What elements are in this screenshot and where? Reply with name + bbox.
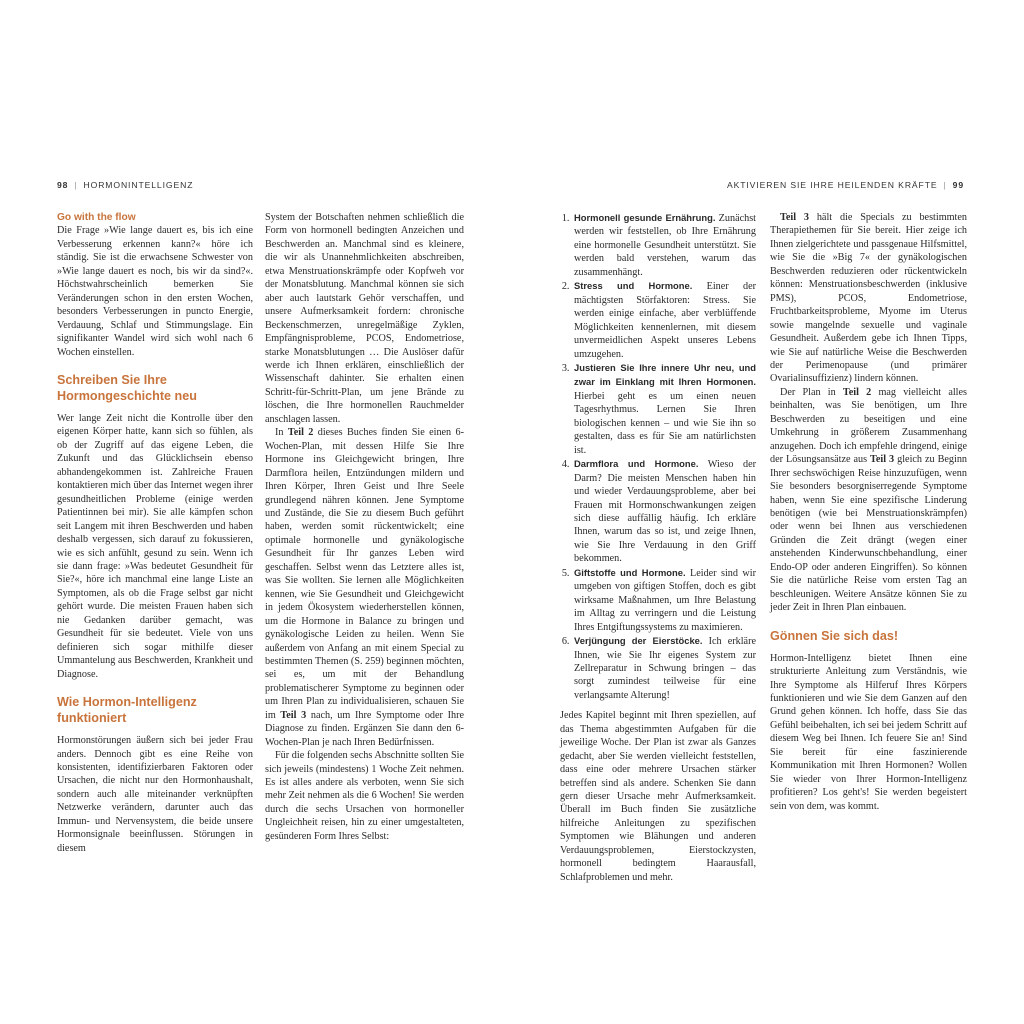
right-running-title: AKTIVIEREN SIE IHRE HEILENDEN KRÄFTE — [726, 180, 938, 190]
bold-reference: Teil 2 — [287, 427, 314, 439]
right-page-number: 99 — [952, 180, 964, 190]
list-item-text: Zunächst werden wir feststellen, ob Ihre Ernährung eine hormonelle Gesundheit unterstützt. Sie werden bald verstehen, warum das zusammenhängt. — [574, 213, 757, 278]
six-steps-list — [560, 211, 756, 702]
text-run: dieses Buches finden Sie einen 6-Wochen-Plan, mit dessen Hilfe Sie Ihre Hormone ins Gleichgewicht bringen, Ihre Darmflora heilen, Entzündungen mildern und Ihren Körper, Ihren Geist und Ihre Seele grundlegend nähren können. Jene Symptome und Zustände, die Sie zu diesem Buch geführt haben, werden somit rückentwickelt; eine optimale hormonelle und gynäkologische Gesundheit für Ihr ganzes Leben wird geschaffen. Selbst wenn das Letztere alles ist, was Sie wollten. Sie lernen alle Möglichkeiten kennen, wie Sie Gesundheit und Gleichgewicht in jedem Ökosystem wiederherstellen können, um die Hormone in Balance zu bringen und gynäkologische Leiden zu heilen. Wenn Sie außerdem von Anfang an mit einem Special zu bestimmten Themen (S. 259) beginnen möchten, sei es, um mit der Behandlung problematischerer Symptome zu beginnen oder um Ihren Plan zu individualisieren, schauen Sie im — [265, 427, 464, 721]
section-heading-hormon-intelligenz: Wie Hormon-Intelligenz funktioniert — [57, 695, 197, 726]
list-item-title: Giftstoffe und Hormone. — [574, 566, 686, 578]
list-item-text: Ich erkläre Ihnen, wie Sie Ihr eigenes System zur Zellreparatur in Schwung bringen – das sorgt zumindest teilweise für eine verlangsamte Alterung! — [574, 636, 756, 701]
list-item-text: Einer der mächtigsten Störfaktoren: Stress. Sie werden einige einfache, aber verblüffende Möglichkeiten kennenlernen, mit diesem unvermeidlichen Aspekt unseres Lebens umzugehen. — [574, 281, 756, 360]
list-item — [572, 634, 756, 702]
left-page-header — [57, 180, 193, 190]
column-1 — [57, 211, 253, 855]
header-separator-right: | — [943, 180, 947, 190]
left-page-number: 98 — [57, 180, 69, 190]
list-item-title: Justieren Sie Ihre innere Uhr neu, und zwar im Einklang mit Ihren Hormonen. — [574, 361, 756, 388]
paragraph — [265, 426, 464, 749]
subheading-go-with-the-flow: Go with the flow — [57, 212, 136, 223]
paragraph: Jedes Kapitel beginnt mit Ihren speziellen, auf das Thema abgestimmten Aufgaben für die jeweilige Woche. Der Plan ist zwar als Ganzes gedacht, aber Sie werden vielleicht feststellen, dass eine oder mehrere Ursachen stärker betreffen sind als andere. Schenken Sie dann gern dieser Ursache mehr Aufmerksamkeit. Überall im Buch finden Sie zusätzliche hilfreiche Anleitungen zu spezifischen Symptomen wie Blähungen und anderen Verdauungsproblemen, Eierstockzysten, hormonell bedingtem Haarausfall, Schlafproblemen und mehr. — [560, 710, 756, 883]
paragraph — [770, 386, 967, 615]
list-item-title: Hormonell gesunde Ernährung. — [574, 212, 716, 223]
list-item-title: Darmflora und Hormone. — [574, 458, 699, 470]
paragraph: Hormon-Intelligenz bietet Ihnen eine strukturierte Anleitung zum Verständnis, wie Ihre Symptome als Hilferuf Ihres Körpers funktionieren und wie Sie dem Ganzen auf den Grund gehen können. Ich hoffe, dass Sie das Gefühl beibehalten, ich sei bei jedem Schritt auf diesem Weg bei Ihnen. Ich feuere Sie an! Sind Sie bereit für eine faszinierende Kommunikation mit Ihren Hormonen? Wollen Sie wieder von Ihrer Hormon-Intelligenz profitieren? Los geht's! Sie werden begeistert sein von dem, was kommt. — [770, 652, 967, 812]
header-separator-left: | — [74, 180, 78, 190]
section-heading-hormongeschichte: Schreiben Sie Ihre Hormongeschichte neu — [57, 372, 197, 403]
list-item-title: Stress und Hormone. — [574, 280, 693, 292]
text-run: In — [275, 427, 288, 439]
section-heading-goennen-sie-sich-das: Gönnen Sie sich das! — [770, 628, 899, 643]
text-run: nach, um Ihre Symptome oder Ihre Diagnose zu finden. Ergänzen Sie dann den 6-Wochen-Plan je nach Ihren Bedürfnissen. — [265, 709, 464, 748]
text-run: Der Plan in — [780, 386, 843, 398]
text-run: gleich zu Beginn Ihrer sechswöchigen Reise hinzuzufügen, wenn Sie besonders besorgniserregende Symptome haben, wenn Sie eine spezifische Linderung benötigen (wie bei Menstruationskrämpfen) oder wenn bei Ihnen aus verschiedenen Gründen die Zeit drängt (wegen einer anstehenden Kinderwunschbehandlung, einer Endo-OP oder anderen Eingriffen). So können Sie die natürliche Reise vom ersten Tag an beschleunigen. Weitere Ansätze können Sie zu jeder Zeit in Ihren Plan einbauen. — [770, 454, 968, 614]
list-item — [572, 566, 756, 634]
text-run: hält die Specials zu bestimmten Therapiethemen für Sie bereit. Hier zeige ich Ihnen zielgerichtete und passgenaue Hilfsmittel, wie Sie die »Big 7« der gynäkologischen Beschwerden reduzieren oder rückentwickeln können: Menstruationsbeschwerden (inklusive PMS), PCOS, Endometriose, Fruchtbarkeitsprobleme, Myome im Uterus sowie mangelnde sexuelle und vaginale Gesundheit. Außerdem gebe ich Ihnen Tipps, wie Sie auf natürliche Weise die Beschwerden der Perimenopause (und primärer Ovarialinsuffizienz) lindern können. — [770, 212, 967, 385]
paragraph: Für die folgenden sechs Abschnitte sollten Sie sich jeweils (mindestens) 1 Woche Zeit nehmen. Es ist alles andere als verboten, wenn Sie sich mehr Zeit nehmen als die 6 Wochen! Sie werden durch die sechs Ursachen von hormoneller Ungleichheit reisen, hin zu einer umgestalteten, gesünderen Form Ihres Selbst: — [265, 750, 464, 842]
right-page-header — [727, 180, 964, 190]
list-item — [572, 211, 756, 279]
column-4 — [770, 211, 967, 813]
list-item — [572, 361, 756, 457]
list-item-text: Wieso der Darm? Die meisten Menschen haben hin und wieder Verdauungsprobleme, aber bei Frauen mit Hormonschwankungen zeigen sich diese auffällig häufig. Ich erkläre Ihnen, warum das so ist, und zeige Ihnen, wie Sie Ihre Verdauung in den Griff bekommen. — [574, 459, 756, 565]
paragraph: Wer lange Zeit nicht die Kontrolle über den eigenen Körper hatte, kann sich so fühlen, als ob der Zugriff auf das eigene Leben, die Zukunft und das Glücklichsein ebenso abhandengekommen ist. Zahlreiche Frauen kontaktieren mich über das Internet wegen ihrer gesundheitlichen Probleme (einige werden Patientinnen bei mir). Sie alle kämpfen schon seit Langem mit ihren Beschwerden und haben deshalb vergessen, sich darauf zu fokussieren, wie es sich anfühlt, gesund zu sein. Wenn ich sie dann frage: »Was bedeutet Gesundheit für Sie?«, höre ich manchmal eine lange Liste an Symptomen, als ob die Frage selbst gar nicht gehört wurde. Die meisten Frauen haben sich nie Gedanken darüber gemacht, was Gesundheit für sie bedeutet. Viele von uns definieren sich sogar mithilfe dieser Ummantelung aus Beschwerden, Krankheit und Diagnose. — [57, 412, 253, 680]
bold-reference: Teil 3 — [780, 212, 809, 223]
paragraph — [770, 211, 967, 386]
text-run: mag vielleicht alles beinhalten, was Sie benötigen, um Ihre Beschwerden zu beseitigen und eine Umkehrung in größerem Zusammenhang anzugehen. Doch ich empfehle dringend, einige der Lösungsansätze aus — [770, 386, 967, 466]
list-item-text: Leider sind wir umgeben von giftigen Stoffen, doch es gibt wirksame Maßnahmen, um Ihre Belastung im Alltag zu verringern und die Leistung Ihres Entgiftungssystems zu maximieren. — [574, 567, 756, 633]
bold-reference: Teil 3 — [280, 709, 307, 721]
left-running-title: HORMONINTELLIGENZ — [83, 180, 194, 190]
paragraph: System der Botschaften nehmen schließlich die Form von hormonell bedingten Anzeichen und Beschwerden an. Manchmal sind es kleinere, die wir als Unannehmlichkeiten abschreiben, etwa Menstruationskrämpfe oder Kopfweh vor der Monatsblutung. Manchmal können sie sich aber auch lautstark Gehör verschaffen, und unsere Aufmerksamkeit fordern: chronische Beckenschmerzen, unregelmäßige Zyklen, Empfängnisprobleme, PCOS, Endometriose, starke Monatsblutungen … Die Auslöser dafür werde ich Ihnen erklären, einschließlich der Wissenschaft dahinter. Sie erhalten einen Schritt-für-Schritt-Plan, um jene Brände zu löschen, die Ihre hormonellen Rauchmelder anschlagen lassen. — [265, 212, 464, 425]
paragraph: Hormonstörungen äußern sich bei jeder Frau anders. Dennoch gibt es eine Reihe von konsistenten, identifizierbaren Faktoren oder Ursachen, die nicht nur den Hormonhaushalt, sondern auch alle miteinander verknüpften Netzwerke verändern, darunter auch das Immun- und Nervensystem, die beide unsere Hormonsignale beeinflussen. Störungen in diesem — [57, 735, 253, 854]
spacer — [560, 702, 756, 709]
list-item-title: Verjüngung der Eierstöcke. — [574, 635, 703, 647]
bold-reference: Teil 2 — [842, 386, 872, 398]
column-3 — [560, 211, 756, 884]
list-item — [572, 279, 756, 361]
column-2 — [265, 211, 464, 843]
list-item — [572, 457, 756, 566]
paragraph: Die Frage »Wie lange dauert es, bis ich eine Verbesserung erkennen kann?« höre ich ständig. Sie ist die erwachsene Schwester von »Wie lange dauert es noch, bis wir da sind?«. Höchstwahrscheinlich bemerken Sie Veränderungen schon in den ersten Wochen, besonders Verbesserungen in puncto Energie, Verdauung, Schlaf und Stimmungslage. Ein signifikanter Wandel wird sich wohl nach 6 Wochen einstellen. — [57, 225, 253, 358]
list-item-text: Hierbei geht es um einen neuen Tagesrhythmus. Lernen Sie Ihren biologischen kennen – und wie Sie ihn so gestalten, dass es für Sie am natürlichsten ist. — [574, 390, 756, 456]
bold-reference: Teil 3 — [870, 454, 895, 466]
